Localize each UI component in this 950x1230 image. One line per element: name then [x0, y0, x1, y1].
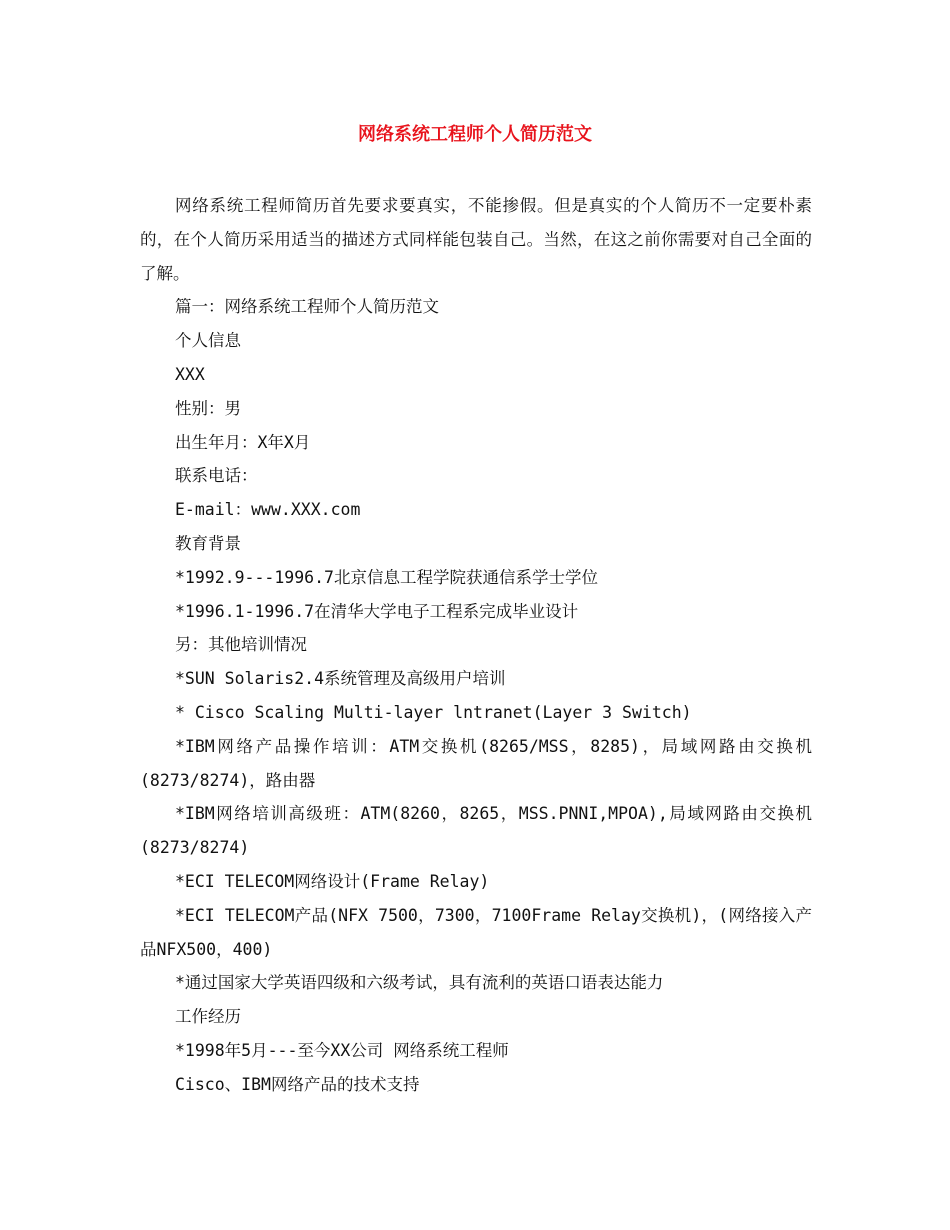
birth-date-line: 出生年月：X年X月: [175, 432, 311, 452]
section-heading-personal-info: 个人信息: [175, 331, 241, 351]
work-item: *1998年5月---至今XX公司 网络系统工程师: [175, 1040, 509, 1060]
training-item: *ECI TELECOM产品(NFX 7500，7300，7100Frame Relay交换机)，(网络接入产品NFX500，400): [140, 905, 812, 959]
document-body: [140, 189, 812, 1102]
training-item: *ECI TELECOM网络设计(Frame Relay): [175, 871, 490, 891]
training-item: *IBM网络培训高级班：ATM(8260，8265，MSS.PNNI,MPOA),局域网路由交换机(8273/8274): [140, 804, 812, 858]
education-item: *1992.9---1996.7北京信息工程学院获通信系学士学位: [175, 567, 598, 587]
section-heading-resume: 篇一：网络系统工程师个人简历范文: [175, 297, 439, 317]
section-heading-training: 另：其他培训情况: [175, 635, 307, 655]
intro-paragraph: 网络系统工程师简历首先要求要真实，不能掺假。但是真实的个人简历不一定要朴素的，在个人简历采用适当的描述方式同样能包装自己。当然，在这之前你需要对自己全面的了解。: [140, 196, 812, 283]
training-item: *IBM网络产品操作培训：ATM交换机(8265/MSS，8285)，局域网路由交换机(8273/8274)，路由器: [140, 736, 812, 790]
work-item: Cisco、IBM网络产品的技术支持: [175, 1074, 420, 1094]
phone-line: 联系电话：: [175, 466, 258, 486]
training-item: * Cisco Scaling Multi-layer lntranet(Layer 3 Switch): [175, 702, 692, 722]
section-heading-education: 教育背景: [175, 533, 241, 553]
training-item: *SUN Solaris2.4系统管理及高级用户培训: [175, 669, 506, 689]
education-item: *1996.1-1996.7在清华大学电子工程系完成毕业设计: [175, 601, 579, 621]
gender-line: 性别：男: [175, 398, 241, 418]
section-heading-work-experience: 工作经历: [175, 1007, 241, 1027]
document-title: 网络系统工程师个人简历范文: [358, 124, 592, 145]
training-item: *通过国家大学英语四级和六级考试，具有流利的英语口语表达能力: [175, 973, 664, 993]
email-line: E-mail：www.XXX.com: [175, 500, 361, 520]
name-line: XXX: [175, 364, 205, 384]
